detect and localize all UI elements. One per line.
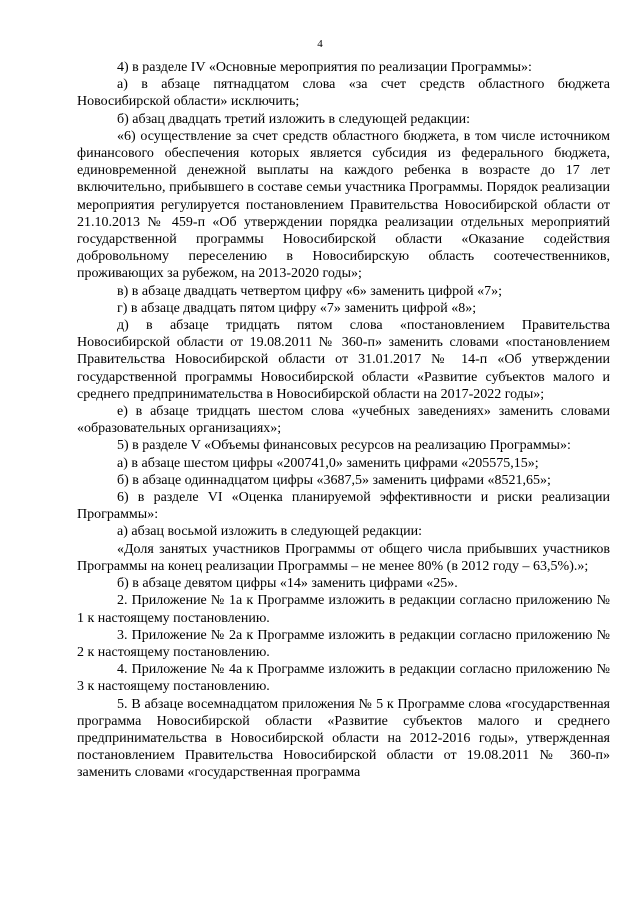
paragraph: 6) в разделе VI «Оценка планируемой эффективности и риски реализации Программы»: — [77, 490, 610, 523]
paragraph: б) в абзаце одиннадцатом цифры «3687,5» заменить цифрами «8521,65»; — [117, 472, 551, 488]
document-body — [77, 59, 610, 782]
paragraph: 3. Приложение № 2а к Программе изложить в редакции согласно приложению № 2 к настоящему постановлению. — [77, 627, 610, 660]
paragraph: а) в абзаце шестом цифры «200741,0» заменить цифрами «205575,15»; — [117, 455, 539, 471]
paragraph: 2. Приложение № 1а к Программе изложить в редакции согласно приложению № 1 к настоящему постановлению. — [77, 593, 610, 626]
paragraph: е) в абзаце тридцать шестом слова «учебных заведениях» заменить словами «образовательных организациях»; — [77, 404, 610, 437]
paragraph: а) абзац восьмой изложить в следующей редакции: — [117, 524, 423, 540]
paragraph: в) в абзаце двадцать четвертом цифру «6» заменить цифрой «7»; — [117, 283, 502, 299]
paragraph: 4. Приложение № 4а к Программе изложить в редакции согласно приложению № 3 к настоящему постановлению. — [77, 662, 610, 695]
paragraph: 5) в разделе V «Объемы финансовых ресурсов на реализацию Программы»: — [117, 438, 571, 454]
paragraph: б) в абзаце девятом цифры «14» заменить цифрами «25». — [117, 576, 458, 592]
paragraph: «6) осуществление за счет средств областного бюджета, в том числе источником финансового обеспечения которых является субсидия из федерального бюджета, единовременной денежной выплаты на каждого ребенка в возрасте до 17 лет включительно, прибывшего в составе семьи участника Программы. Порядок реализации мероприятия регулируется постановлением Правительства Новосибирской области от 21.10.2013 № 459-п «Об утверждении порядка реализации отдельных мероприятий государственной программы Новосибирской области «Оказание содействия добровольному переселению в Новосибирскую область соотечественников, проживающих за рубежом, на 2013-2020 годы»; — [77, 128, 610, 282]
paragraph: «Доля занятых участников Программы от общего числа прибывших участников Программы на конец реализации Программы – не менее 80% (в 2012 году – 63,5%).»; — [77, 541, 610, 574]
page-number: 4 — [317, 38, 323, 50]
paragraph: 5. В абзаце восемнадцатом приложения № 5 к Программе слова «государственная программа Новосибирской области «Развитие субъектов малого и среднего предпринимательства в Новосибирской области на 2012-2016 годы», утвержденная постановлением Правительства Новосибирской области от 19.08.2011 № 360-п» заменить словами «государственная программа — [77, 696, 610, 781]
paragraph: г) в абзаце двадцать пятом цифру «7» заменить цифрой «8»; — [117, 300, 477, 316]
paragraph: б) абзац двадцать третий изложить в следующей редакции: — [117, 111, 470, 127]
paragraph: 4) в разделе IV «Основные мероприятия по реализации Программы»: — [117, 60, 532, 75]
paragraph: а) в абзаце пятнадцатом слова «за счет средств областного бюджета Новосибирской области» исключить; — [77, 77, 610, 110]
paragraph: д) в абзаце тридцать пятом слова «постановлением Правительства Новосибирской области от 19.08.2011 № 360-п» заменить словами «постановлением Правительства Новосибирской области от 31.01.2017 № 14-п «Об утверждении государственной программы Новосибирской области «Развитие субъектов малого и среднего предпринимательства в Новосибирской области на 2017-2022 годы»; — [77, 318, 610, 402]
